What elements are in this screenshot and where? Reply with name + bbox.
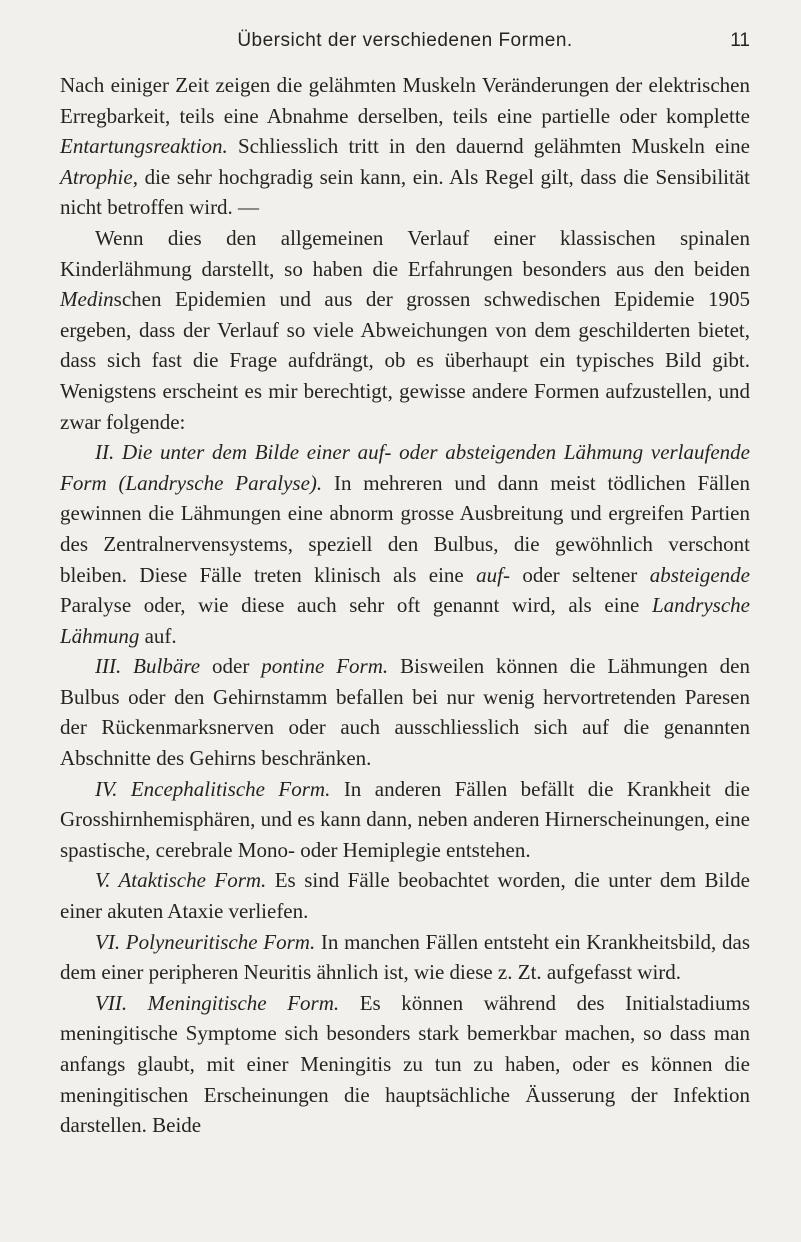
paragraph-form-vi [60, 927, 750, 988]
text-run: auf. [139, 623, 177, 648]
text-run: Wenn dies den allgemeinen Verlauf einer klassischen spinalen Kinderlähmung darstellt, so haben die Erfahrungen besonders aus den beiden [60, 225, 750, 281]
paragraph-continuation [60, 70, 750, 223]
text-run: Schliesslich tritt in den dauernd gelähmten Muskeln eine [227, 134, 750, 159]
text-run: In mehreren und dann meist tödlichen Fällen gewinnen die Lähmungen eine abnorm grosse Ausbreitung und ergreifen Partien des Zentralnervensystems, speziell den Bulbus, die gewöhnlich verschont bleiben. Diese Fälle treten klinisch als eine [60, 470, 750, 587]
paragraph-form-iv [60, 774, 750, 866]
form-heading: VII. Meningitische Form. [95, 990, 340, 1015]
text-run: Nach einiger Zeit zeigen die gelähmten Muskeln Veränderungen der elektrischen Erregbarkeit, teils eine Abnahme derselben, teils eine partielle oder komplette [60, 73, 750, 128]
text-run: schen Epidemien und aus der grossen schwedischen Epidemie 1905 ergeben, dass der Verlauf so viele Abweichungen von dem geschilderten bietet, dass sich fast die Frage aufdrängt, ob es überhaupt ein typisches Bild gibt. Wenigstens erscheint es mir berechtigt, gewisse andere Formen aufzustellen, und zwar folgende: [60, 287, 750, 434]
text-run: Bisweilen können die Lähmungen den Bulbus oder den Gehirnstamm befallen bei nur wenig hervortretenden Paresen der Rückenmarksnerven oder auch ausschliesslich sich auf die genannten Abschnitte des Gehirns beschränken. [60, 654, 750, 771]
paragraph-general-course [60, 223, 750, 437]
form-heading: II. Die unter dem Bilde einer auf- oder absteigenden Lähmung verlaufende Form (Landrysche Paralyse). [60, 440, 750, 495]
running-title: Übersicht der verschiedenen Formen. [237, 30, 573, 51]
emphasis-text: Medin [60, 287, 114, 312]
emphasis-text: Entartungsreaktion. [60, 134, 228, 159]
form-heading: IV. Encephalitische Form. [95, 776, 331, 801]
text-run: die sehr hochgradig sein kann, ein. Als Regel gilt, dass die Sensibilität nicht betroffen wird. — [60, 164, 750, 220]
body-text [60, 70, 750, 1141]
text-run: In anderen Fällen befällt die Krankheit die Grosshirnhemisphären, und es kann dann, neben anderen Hirnerscheinungen, eine spastische, cerebrale Mono- oder Hemiplegie entstehen. [60, 776, 750, 862]
page-header [60, 30, 750, 60]
form-heading: III. Bulbäre [95, 654, 201, 679]
paragraph-form-v [60, 865, 750, 926]
text-run: Es können während des Initialstadiums meningitische Symptome sich besonders stark bemerkbar machen, so dass man anfangs glaubt, mit einer Meningitis zu tun zu haben, oder es können die meningitischen Erscheinungen die hauptsächliche Äusserung der Infektion darstellen. Beide [60, 990, 750, 1138]
emphasis-text: Atrophie, [60, 164, 138, 189]
form-heading: V. Ataktische Form. [95, 868, 267, 893]
text-run: oder seltener [509, 562, 650, 587]
form-heading: pontine Form. [261, 654, 389, 679]
paragraph-form-ii [60, 437, 750, 651]
paragraph-form-vii [60, 988, 750, 1141]
emphasis-text: absteigende [649, 562, 750, 587]
paragraph-form-iii [60, 651, 750, 773]
text-run: In manchen Fällen entsteht ein Krankheitsbild, das dem einer peripheren Neuritis ähnlich ist, wie diese z. Zt. aufgefasst wird. [60, 929, 751, 985]
form-heading: VI. Polyneuritische Form. [95, 929, 316, 954]
text-run: Es sind Fälle beobachtet worden, die unter dem Bilde einer akuten Ataxie verliefen. [60, 868, 750, 924]
text-run: oder [200, 654, 262, 679]
text-run: Paralyse oder, wie diese auch sehr oft genannt wird, als eine [60, 593, 652, 618]
emphasis-text: auf- [476, 562, 510, 587]
page-number: 11 [730, 30, 750, 51]
emphasis-text: Landrysche Lähmung [60, 593, 750, 648]
